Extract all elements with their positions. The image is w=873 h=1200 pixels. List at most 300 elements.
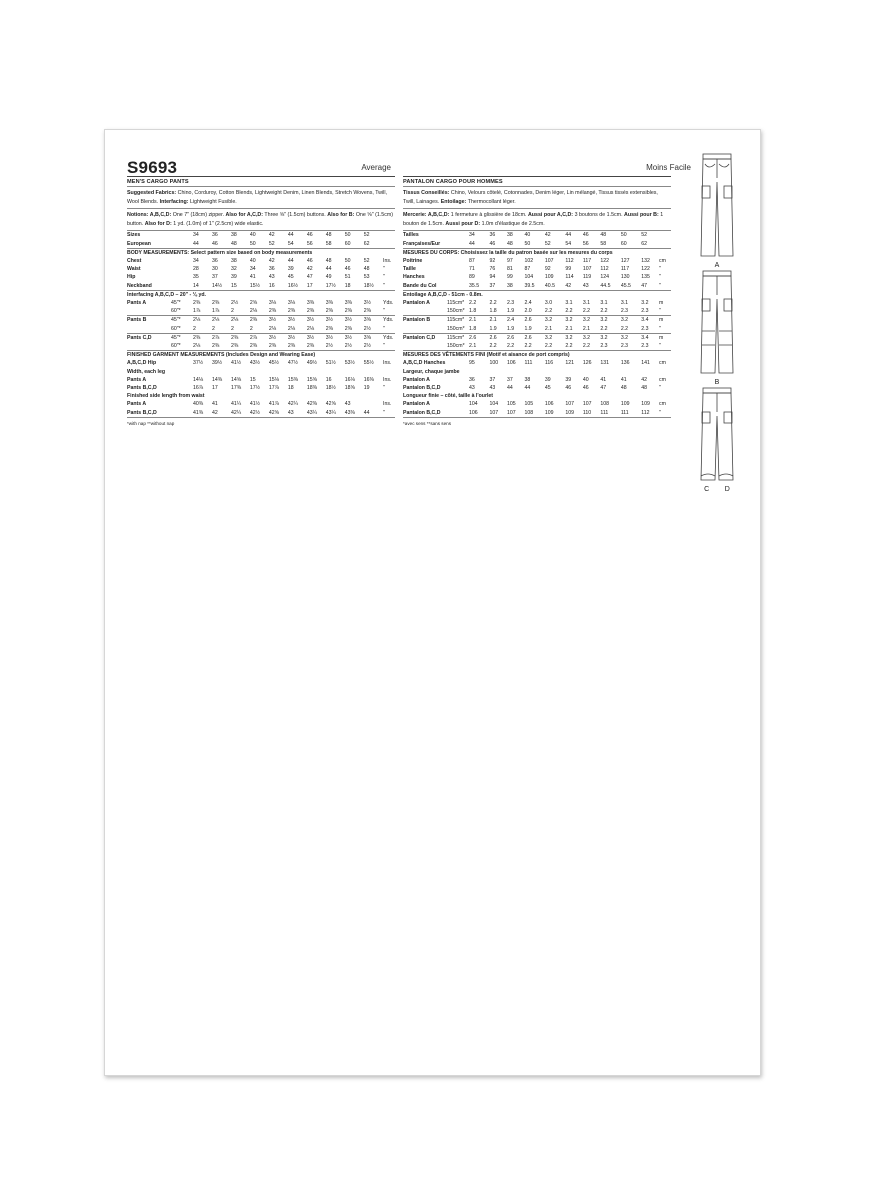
table-cell: 42 bbox=[641, 376, 648, 383]
table-cell: 106 bbox=[469, 409, 489, 418]
fabrics-text: Chino, Corduroy, Cotton Blends, Lightweight Denim, Linen Blends, Stretch Wovens, Twill, Wool Blends. bbox=[127, 190, 387, 205]
table-row bbox=[127, 409, 395, 418]
table-cell bbox=[127, 325, 171, 334]
table-cell: 107 bbox=[565, 401, 575, 408]
table-cell: 107 bbox=[582, 266, 592, 273]
subsection-heading: Finished side length from waist bbox=[127, 393, 205, 400]
table-cell: 43 bbox=[288, 409, 307, 418]
table-cell: 48 bbox=[325, 257, 332, 264]
table-cell: 47 bbox=[641, 282, 659, 291]
table-cell: 37 bbox=[489, 376, 496, 383]
table-cell: 2.2 bbox=[507, 342, 525, 351]
table-cell: 110 bbox=[583, 409, 601, 418]
table-cell: 2.2 bbox=[489, 300, 497, 306]
table-cell: Poitrine bbox=[403, 257, 423, 264]
table-cell: 1.9 bbox=[489, 325, 507, 334]
table-cell: 106 bbox=[506, 360, 516, 367]
section-heading-text: Entoilage A,B,C,D - 51cm - 0.8m. bbox=[403, 291, 483, 298]
table-cell: 46 bbox=[565, 385, 572, 392]
table-cell bbox=[127, 342, 171, 351]
table-row bbox=[127, 231, 395, 239]
header-en bbox=[127, 158, 395, 177]
table-cell: 114 bbox=[565, 274, 574, 281]
table-cell: 2⅛ bbox=[250, 307, 269, 316]
header-fr bbox=[403, 162, 691, 177]
subsection-heading: Largeur, chaque jambe bbox=[403, 368, 460, 375]
table-cell bbox=[171, 384, 193, 392]
pants-drawing-a bbox=[697, 152, 737, 262]
table-cell: 112 bbox=[565, 257, 574, 264]
measurement-table-fr bbox=[403, 231, 671, 417]
table-row bbox=[127, 240, 395, 249]
table-cell bbox=[447, 359, 469, 367]
table-cell: 71 bbox=[469, 266, 475, 273]
table-cell: 105 bbox=[524, 401, 534, 408]
table-cell: 2.1 bbox=[469, 317, 477, 324]
table-cell bbox=[403, 307, 447, 316]
table-cell: 150cm* bbox=[447, 342, 469, 351]
table-cell: Pants C,D bbox=[127, 334, 152, 341]
table-cell: 60"* bbox=[171, 307, 193, 316]
table-cell: 3⅜ bbox=[325, 300, 333, 306]
table-cell: 46 bbox=[582, 385, 589, 392]
table-cell: " bbox=[383, 409, 395, 418]
garment-title-en: MEN'S CARGO PANTS bbox=[127, 177, 395, 187]
table-cell: 2½ bbox=[345, 342, 364, 351]
table-cell: 60"* bbox=[171, 342, 193, 351]
table-cell: 62 bbox=[641, 240, 659, 249]
table-cell: 41 bbox=[211, 401, 218, 408]
table-cell bbox=[447, 265, 469, 273]
table-cell: 2⅜ bbox=[193, 334, 201, 341]
table-cell: 99 bbox=[565, 266, 572, 273]
table-cell: 36 bbox=[489, 232, 496, 239]
table-cell: " bbox=[383, 385, 385, 392]
table-cell bbox=[171, 273, 193, 281]
table-cell: 32 bbox=[230, 266, 237, 273]
table-cell: 15 bbox=[249, 376, 256, 383]
table-cell: 3½ bbox=[325, 334, 333, 341]
table-cell: " bbox=[659, 325, 671, 334]
table-row bbox=[127, 257, 395, 265]
table-cell bbox=[171, 265, 193, 273]
table-cell: 1.9 bbox=[507, 307, 525, 316]
table-cell: 34 bbox=[193, 257, 199, 264]
table-cell: 44 bbox=[469, 240, 489, 249]
table-cell: 106 bbox=[544, 401, 554, 408]
table-row bbox=[403, 231, 671, 239]
table-cell: 1⅞ bbox=[212, 307, 231, 316]
table-cell: 43¼ bbox=[307, 409, 326, 418]
table-cell: 15⅛ bbox=[268, 376, 279, 383]
table-cell: 81 bbox=[506, 266, 513, 273]
table-cell: 2.3 bbox=[641, 307, 659, 316]
table-row bbox=[403, 333, 671, 342]
table-cell: 3⅝ bbox=[363, 317, 371, 324]
table-cell: 122 bbox=[600, 257, 610, 264]
table-cell: Pantalon A bbox=[403, 376, 430, 383]
table-cell: 43 bbox=[583, 282, 601, 291]
table-cell: 34 bbox=[193, 232, 199, 239]
table-cell: 87 bbox=[469, 257, 475, 264]
table-cell bbox=[447, 231, 469, 239]
table-cell: 2.2 bbox=[524, 342, 544, 351]
table-cell: 43½ bbox=[249, 360, 261, 367]
table-cell: 41⅞ bbox=[268, 401, 279, 408]
table-cell: 1.9 bbox=[507, 325, 525, 334]
table-cell: 1.8 bbox=[469, 325, 489, 334]
table-cell: 105 bbox=[506, 401, 516, 408]
table-row bbox=[403, 257, 671, 265]
table-cell: " bbox=[659, 385, 661, 392]
subsection-heading: Longueur finie – côté, taille à l'ourlet bbox=[403, 393, 494, 400]
table-cell: 2.6 bbox=[524, 334, 532, 341]
table-cell: Ins. bbox=[383, 376, 392, 383]
table-cell: 35 bbox=[193, 274, 199, 281]
table-row bbox=[403, 400, 671, 408]
table-cell: 14⅝ bbox=[230, 376, 242, 383]
table-row bbox=[127, 384, 395, 392]
table-row bbox=[403, 316, 671, 325]
table-cell bbox=[171, 231, 193, 239]
table-row bbox=[127, 392, 395, 400]
table-cell: 135 bbox=[641, 274, 650, 281]
table-cell: 3½ bbox=[363, 300, 371, 306]
table-cell: 109 bbox=[544, 274, 554, 281]
table-cell: A,B,C,D Hip bbox=[127, 360, 157, 367]
table-cell: 48 bbox=[620, 385, 627, 392]
table-cell: 3.4 bbox=[641, 317, 649, 324]
french-column bbox=[403, 162, 691, 426]
table-cell: 124 bbox=[600, 274, 610, 281]
table-cell: 36 bbox=[469, 376, 475, 383]
table-cell: 2⅜ bbox=[307, 342, 326, 351]
table-cell: 102 bbox=[524, 257, 534, 264]
table-cell bbox=[447, 273, 469, 281]
table-cell: 2.6 bbox=[489, 334, 497, 341]
table-cell: 48 bbox=[363, 266, 370, 273]
table-cell: 45"* bbox=[171, 300, 181, 306]
table-cell: 109 bbox=[545, 409, 565, 418]
table-cell: 2⅛ bbox=[193, 317, 201, 324]
table-cell bbox=[659, 231, 671, 239]
table-cell: 100 bbox=[489, 360, 499, 367]
table-cell: 107 bbox=[582, 401, 592, 408]
table-row bbox=[403, 384, 671, 392]
table-cell: 42⅝ bbox=[325, 401, 336, 408]
table-cell: 39.5 bbox=[524, 282, 544, 291]
table-cell: 3⅛ bbox=[287, 300, 296, 306]
table-cell: 2⅜ bbox=[345, 325, 364, 334]
pattern-back-sheet bbox=[104, 129, 761, 1076]
table-cell: 2.1 bbox=[583, 325, 601, 334]
notions-label: Notions: A,B,C,D: bbox=[127, 212, 172, 219]
table-cell: 17⅜ bbox=[230, 385, 242, 392]
table-cell: 47 bbox=[600, 385, 607, 392]
table-cell: 52 bbox=[363, 257, 370, 264]
table-cell: 60 bbox=[621, 240, 641, 249]
table-cell: 2⅛ bbox=[269, 325, 288, 334]
table-cell: 2⅛ bbox=[230, 317, 239, 324]
table-cell: 43 bbox=[344, 401, 351, 408]
table-cell: Taille bbox=[403, 266, 416, 273]
table-cell: 46 bbox=[582, 232, 589, 239]
table-cell: 2⅜ bbox=[345, 307, 364, 316]
table-cell: 94 bbox=[489, 274, 496, 281]
table-cell: 2½ bbox=[326, 342, 345, 351]
table-cell: 60"* bbox=[171, 325, 193, 334]
fabrics-label: Tissus Conseillés: bbox=[403, 190, 450, 196]
table-cell: 49 bbox=[325, 274, 332, 281]
table-cell bbox=[447, 240, 469, 249]
difficulty-level-en: Average bbox=[361, 163, 391, 172]
table-row bbox=[127, 299, 395, 307]
table-cell: 18⅜ bbox=[306, 385, 317, 392]
table-cell: 28 bbox=[193, 266, 199, 273]
table-cell: 16⅛ bbox=[344, 376, 355, 383]
table-cell: European bbox=[127, 240, 171, 249]
interfacing-label: Entoilage: bbox=[440, 198, 467, 205]
table-cell: 47 bbox=[306, 274, 313, 281]
table-cell: 2.2 bbox=[545, 307, 565, 316]
table-cell: 58 bbox=[326, 240, 345, 249]
notions-also-label: Aussi pour B: bbox=[624, 212, 659, 219]
measurement-table-en bbox=[127, 231, 395, 417]
table-cell: 40 bbox=[582, 376, 589, 383]
table-cell: Françaises/Eur bbox=[403, 240, 447, 249]
table-cell: 46 bbox=[306, 232, 313, 239]
table-cell: Hip bbox=[127, 274, 136, 281]
table-cell: 112 bbox=[641, 409, 659, 418]
table-cell: 49½ bbox=[306, 360, 317, 367]
table-cell: 50 bbox=[524, 240, 544, 249]
table-cell: 2.2 bbox=[583, 307, 601, 316]
table-row bbox=[403, 325, 671, 334]
table-cell: 3.2 bbox=[582, 317, 591, 324]
section-heading-text: MESURES DES VÊTEMENTS FINI (Motif et aisance de port compris) bbox=[403, 352, 570, 359]
table-cell: 45"* bbox=[171, 334, 181, 341]
notions-fr bbox=[403, 209, 671, 231]
notions-also-text: 3 boutons de 1.5cm. bbox=[574, 212, 623, 219]
table-cell: " bbox=[383, 342, 395, 351]
notions-also-text: 1.0m d'élastique de 2.5cm. bbox=[481, 220, 545, 227]
table-cell: 36 bbox=[268, 266, 275, 273]
table-row bbox=[403, 342, 671, 351]
table-cell: 38 bbox=[507, 282, 525, 291]
table-cell: 2⅜ bbox=[250, 342, 269, 351]
table-cell: 2.6 bbox=[524, 317, 532, 324]
table-row bbox=[127, 376, 395, 384]
table-cell: 2⅜ bbox=[326, 307, 345, 316]
table-cell: 150cm* bbox=[447, 307, 469, 316]
section-heading bbox=[127, 351, 395, 360]
table-cell: 50 bbox=[344, 232, 351, 239]
table-cell: 2.2 bbox=[600, 307, 620, 316]
table-row bbox=[127, 273, 395, 281]
table-cell: 42 bbox=[544, 232, 551, 239]
table-row bbox=[403, 368, 671, 376]
table-cell: 38 bbox=[230, 257, 237, 264]
table-cell: 17⅞ bbox=[268, 385, 279, 392]
table-row bbox=[127, 325, 395, 334]
table-cell: 1.8 bbox=[469, 307, 489, 316]
subsection-heading: Width, each leg bbox=[127, 368, 165, 375]
table-row bbox=[127, 265, 395, 273]
table-cell: 3.2 bbox=[544, 334, 553, 341]
table-cell: 109 bbox=[565, 409, 583, 418]
pattern-code: S9693 bbox=[127, 158, 178, 177]
table-cell: 15½ bbox=[250, 282, 269, 291]
table-cell: 111 bbox=[600, 409, 620, 418]
table-cell: 108 bbox=[524, 409, 544, 418]
table-cell: Ins. bbox=[383, 257, 392, 264]
table-cell: 2⅛ bbox=[288, 325, 307, 334]
table-row bbox=[127, 316, 395, 325]
table-cell: 2⅜ bbox=[193, 300, 201, 306]
table-cell: 3.1 bbox=[600, 300, 608, 306]
table-cell: 48 bbox=[231, 240, 250, 249]
table-cell: Pants A bbox=[127, 376, 147, 383]
table-cell: 127 bbox=[620, 257, 630, 264]
table-cell: 46 bbox=[344, 266, 351, 273]
table-cell: 43⅜ bbox=[345, 409, 364, 418]
table-cell: 50 bbox=[620, 232, 627, 239]
table-cell bbox=[383, 231, 395, 239]
table-cell: 18 bbox=[287, 385, 294, 392]
table-cell: Tailles bbox=[403, 232, 419, 239]
table-cell: 2⅜ bbox=[326, 325, 345, 334]
interfacing-text: Thermocollant léger. bbox=[467, 198, 516, 205]
table-cell: 51½ bbox=[325, 360, 336, 367]
table-row bbox=[403, 240, 671, 249]
table-cell: 76 bbox=[489, 266, 496, 273]
table-cell: 35.5 bbox=[469, 282, 489, 291]
table-cell: 44 bbox=[325, 266, 332, 273]
table-cell bbox=[171, 359, 193, 367]
table-cell: 3⅜ bbox=[344, 300, 352, 306]
table-cell: 119 bbox=[582, 274, 592, 281]
table-cell: cm bbox=[659, 376, 666, 383]
table-cell: 3.1 bbox=[582, 300, 591, 306]
table-cell: 37 bbox=[489, 282, 507, 291]
table-cell: 44 bbox=[565, 232, 572, 239]
table-cell bbox=[447, 257, 469, 265]
table-cell: 16½ bbox=[288, 282, 307, 291]
table-cell: Pants B,C,D bbox=[127, 409, 171, 418]
table-cell: 43 bbox=[489, 385, 496, 392]
table-cell: 3.1 bbox=[565, 300, 573, 306]
table-cell: 2½ bbox=[230, 300, 239, 306]
table-cell: 107 bbox=[544, 257, 554, 264]
table-cell: 2.3 bbox=[641, 325, 659, 334]
notions-also-label: Also for A,C,D: bbox=[225, 212, 264, 219]
table-cell bbox=[171, 240, 193, 249]
table-cell: Neckband bbox=[127, 282, 171, 291]
table-cell: m bbox=[659, 300, 664, 306]
table-cell: 112 bbox=[600, 266, 609, 273]
table-cell: Pantalon A bbox=[403, 300, 430, 306]
english-column bbox=[127, 158, 395, 426]
table-cell: 2⅜ bbox=[364, 307, 383, 316]
table-row bbox=[127, 333, 395, 342]
table-cell: 15⅝ bbox=[306, 376, 317, 383]
table-cell: 141 bbox=[641, 360, 650, 367]
fabrics-text: Chino, Velours côtelé, Cotonnades, Denim léger, Lin mélangé, Tissus tissés extensibles, Twill, Lainages. bbox=[403, 190, 658, 205]
table-cell: 17½ bbox=[249, 385, 261, 392]
footnote-en: *with nap **without nap bbox=[127, 420, 175, 426]
table-cell: 45 bbox=[544, 385, 551, 392]
table-cell: 89 bbox=[469, 274, 475, 281]
table-cell: 42¼ bbox=[287, 401, 298, 408]
table-cell: 18 bbox=[345, 282, 364, 291]
table-cell: 2⅜ bbox=[212, 342, 231, 351]
table-cell: 2.3 bbox=[621, 342, 641, 351]
footnote-fr: *avec sens **sans sens bbox=[403, 420, 452, 426]
table-cell: 34 bbox=[469, 232, 475, 239]
table-cell: 37 bbox=[506, 376, 513, 383]
table-cell: 117 bbox=[582, 257, 592, 264]
table-cell: 1.8 bbox=[489, 307, 507, 316]
table-cell: 2.2 bbox=[600, 325, 620, 334]
table-cell: 42¼ bbox=[231, 409, 250, 418]
table-cell: 111 bbox=[621, 409, 641, 418]
table-cell bbox=[447, 400, 469, 408]
table-row bbox=[403, 392, 671, 400]
table-cell: 16 bbox=[325, 376, 332, 383]
table-cell: 15 bbox=[231, 282, 250, 291]
notions-also-text: Three ⅝" (1.5cm) buttons. bbox=[264, 212, 326, 219]
table-cell: 95 bbox=[469, 360, 475, 367]
table-cell: 3.2 bbox=[600, 334, 608, 341]
section-heading-text: BODY MEASUREMENTS: Select pattern size based on body measurements bbox=[127, 249, 313, 256]
table-cell: 2.2 bbox=[469, 300, 477, 306]
section-heading bbox=[403, 248, 671, 257]
table-cell: 42 bbox=[306, 266, 313, 273]
section-heading bbox=[127, 290, 395, 299]
table-cell: 39 bbox=[230, 274, 237, 281]
table-cell bbox=[171, 376, 193, 384]
table-cell: 2⅜ bbox=[288, 342, 307, 351]
table-cell: 17 bbox=[307, 282, 326, 291]
table-cell: 3⅝ bbox=[363, 334, 371, 341]
table-cell: 109 bbox=[641, 401, 650, 408]
table-cell: 36 bbox=[211, 257, 218, 264]
table-cell: m bbox=[659, 334, 664, 341]
table-cell: 45"* bbox=[171, 317, 181, 324]
notions-also-label: Also for D: bbox=[144, 220, 172, 227]
table-cell: " bbox=[659, 266, 661, 273]
table-cell: Pants B,C,D bbox=[127, 385, 157, 392]
table-cell: 104 bbox=[524, 274, 534, 281]
table-cell: 2.2 bbox=[565, 307, 583, 316]
table-cell: 43 bbox=[469, 385, 475, 392]
table-cell: 3½ bbox=[287, 334, 296, 341]
table-cell: " bbox=[383, 266, 385, 273]
fabrics-en bbox=[127, 187, 395, 209]
table-cell: 122 bbox=[641, 266, 650, 273]
table-cell: 3.0 bbox=[544, 300, 553, 306]
table-cell bbox=[659, 240, 671, 249]
table-cell: 17½ bbox=[326, 282, 345, 291]
table-row bbox=[403, 273, 671, 281]
table-cell: " bbox=[383, 325, 395, 334]
table-cell: 136 bbox=[620, 360, 630, 367]
table-cell: 15⅜ bbox=[287, 376, 298, 383]
table-cell: 37½ bbox=[193, 360, 204, 367]
table-cell: 2 bbox=[193, 325, 212, 334]
table-cell: 45.5 bbox=[621, 282, 641, 291]
view-label-c: C bbox=[704, 486, 710, 493]
